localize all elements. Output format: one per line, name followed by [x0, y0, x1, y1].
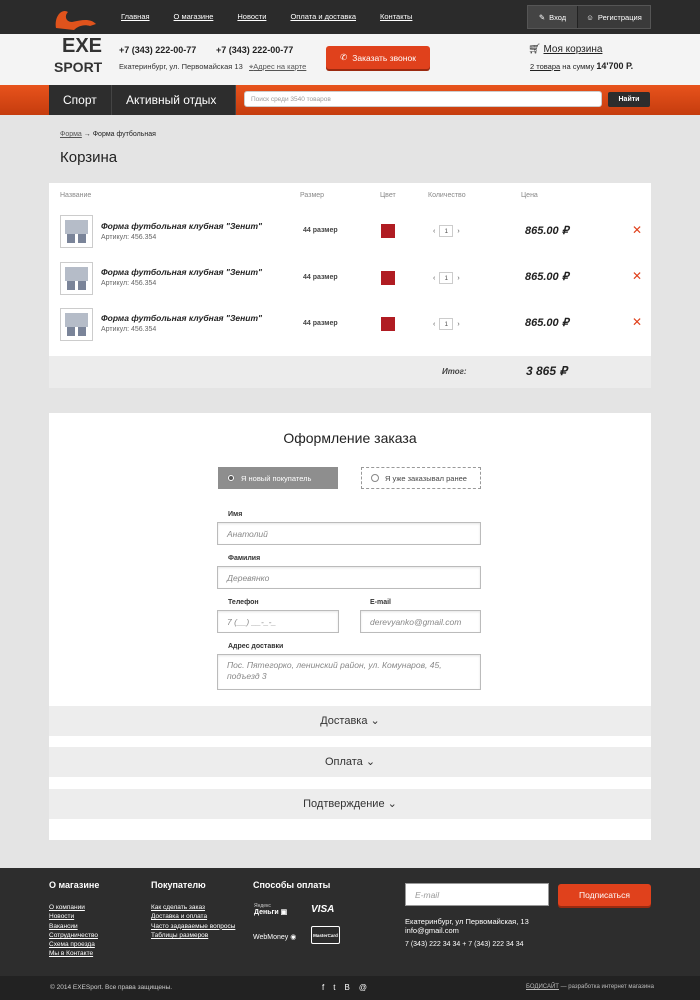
login-label: Вход: [549, 12, 567, 22]
webmoney-label: WebMoney: [253, 934, 289, 941]
footer-payment-title: Способы оплаты: [253, 880, 331, 890]
footer-email[interactable]: info@gmail.com: [405, 926, 459, 935]
nav-home[interactable]: Главная: [121, 12, 150, 21]
product-name[interactable]: Форма футбольная клубная "Зенит": [101, 267, 263, 277]
payment-label: Оплата: [324, 756, 363, 768]
user-icon: ☺: [586, 12, 594, 22]
cart-icon: 🛒︎: [528, 44, 541, 55]
product-size: 44 размер: [303, 227, 338, 234]
radio-selected-icon: [227, 474, 235, 482]
product-color-swatch: [381, 271, 395, 285]
search-button[interactable]: Найти: [608, 92, 650, 107]
chevron-down-icon: ⌄: [387, 798, 397, 810]
cart-sum-prefix: на сумму: [562, 62, 595, 71]
qty-decrease[interactable]: ‹: [433, 320, 436, 328]
footer-about-links: [49, 903, 98, 959]
breadcrumb-current: Форма футбольная: [92, 131, 156, 138]
qty-decrease[interactable]: ‹: [433, 227, 436, 235]
total-value: 3 865 ₽: [526, 364, 567, 378]
footer-link[interactable]: Сотрудничество: [49, 931, 98, 939]
email-input[interactable]: derevyanko@gmail.com: [360, 610, 481, 633]
map-pin-icon: ⌖: [249, 62, 254, 71]
footer-buyers-title: Покупателю: [151, 880, 206, 890]
copyright: © 2014 EXESport. Все права защищены.: [50, 984, 173, 991]
phone-label: Телефон: [228, 599, 259, 606]
surname-label: Фамилия: [228, 555, 261, 562]
facebook-icon[interactable]: f: [322, 983, 325, 992]
product-price: 865.00 ₽: [525, 271, 569, 283]
product-thumbnail[interactable]: [60, 262, 93, 295]
radio-icon: [371, 474, 379, 482]
footer-buyers-links: [151, 903, 235, 940]
product-price: 865.00 ₽: [525, 317, 569, 329]
remove-icon[interactable]: ✕: [632, 315, 643, 329]
cart-sum: 14'700 Р.: [596, 61, 634, 71]
login-button[interactable]: [528, 6, 578, 28]
payment-section[interactable]: [49, 747, 651, 777]
cart-count[interactable]: 2 товара: [530, 62, 561, 71]
category-active-rest[interactable]: Активный отдых: [112, 85, 236, 115]
callback-label: Заказать звонок: [352, 52, 416, 63]
nav-news[interactable]: Новости: [237, 12, 267, 21]
col-header-name: Название: [60, 192, 92, 199]
product-color-swatch: [381, 224, 395, 238]
qty-increase[interactable]: ›: [457, 227, 460, 235]
address-textarea[interactable]: Пос. Пятегорко, ленинский район, ул. Комунаров, 45, подъезд 3: [217, 654, 481, 690]
remove-icon[interactable]: ✕: [632, 223, 643, 237]
category-sport[interactable]: Спорт: [49, 85, 112, 115]
email-icon[interactable]: @: [358, 983, 367, 992]
address-label: Адрес доставки: [228, 643, 284, 650]
name-label: Имя: [228, 511, 243, 518]
cart-row: [49, 300, 651, 346]
remove-icon[interactable]: ✕: [632, 269, 643, 283]
footer-link[interactable]: Схема проезда: [49, 941, 95, 949]
breadcrumb-link[interactable]: Форма: [60, 131, 82, 138]
phone-icon: ✆: [340, 52, 348, 62]
footer-link[interactable]: Как сделать заказ: [151, 904, 206, 911]
confirmation-label: Подтверждение: [303, 798, 385, 810]
phone-1: +7 (343) 222-00-77: [119, 45, 197, 55]
footer-link[interactable]: Часто задаваемые вопросы: [151, 922, 236, 930]
subscribe-button[interactable]: Подписаться: [558, 884, 651, 906]
mini-cart[interactable]: [528, 44, 602, 55]
new-customer-label: Я новый покупатель: [241, 473, 312, 483]
quantity-stepper: [433, 318, 460, 330]
developer-credit-text: — разработка интернет магазина: [560, 984, 654, 990]
auth-box: [527, 5, 651, 29]
footer-link[interactable]: Вакансии: [49, 922, 78, 930]
product-article: Артикул: 456.354: [101, 234, 157, 241]
product-size: 44 размер: [303, 320, 338, 327]
phone-input[interactable]: 7 (__) __-_-_: [217, 610, 339, 633]
cart-row: [49, 207, 651, 253]
visa-icon: VISA: [311, 904, 335, 915]
col-header-price: Цена: [521, 192, 538, 199]
cart-summary: [530, 61, 633, 71]
footer-link[interactable]: Новости: [49, 913, 75, 921]
register-button[interactable]: [578, 6, 650, 28]
qty-input[interactable]: 1: [439, 225, 453, 237]
yandex-money-top: Яндекс: [254, 903, 271, 909]
product-name[interactable]: Форма футбольная клубная "Зенит": [101, 313, 263, 323]
product-thumbnail[interactable]: [60, 308, 93, 341]
email-label: E-mail: [370, 599, 392, 606]
returning-customer-radio[interactable]: [361, 467, 481, 489]
yandex-money-label: Деньги: [254, 909, 279, 916]
returning-customer-label: Я уже заказывал ранее: [385, 473, 467, 483]
footer-about-title: О магазине: [49, 880, 100, 890]
search-input[interactable]: Поиск среди 3540 товаров: [244, 91, 602, 107]
product-name[interactable]: Форма футбольная клубная "Зенит": [101, 221, 263, 231]
nav-payment-delivery[interactable]: Оплата и доставка: [290, 12, 357, 21]
developer-credit: [526, 984, 654, 990]
yandex-money-icon: Деньги ▣: [254, 909, 288, 916]
breadcrumb: [60, 131, 156, 138]
quantity-stepper: [433, 225, 460, 237]
col-header-color: Цвет: [380, 192, 396, 199]
delivery-label: Доставка: [320, 715, 368, 727]
product-size: 44 размер: [303, 274, 338, 281]
developer-link[interactable]: БОДИСАЙТ: [526, 984, 559, 990]
callback-button[interactable]: [326, 46, 430, 69]
page-title: Корзина: [60, 149, 118, 166]
confirmation-section[interactable]: [49, 789, 651, 819]
mastercard-icon: MasterCard: [311, 926, 340, 944]
footer-link[interactable]: Таблицы размеров: [151, 931, 209, 939]
nav-about[interactable]: О магазине: [173, 12, 214, 21]
vkontakte-icon[interactable]: В: [344, 983, 350, 992]
qty-input[interactable]: 1: [439, 272, 453, 284]
breadcrumb-sep: →: [83, 131, 91, 138]
cart-title: Моя корзина: [543, 44, 603, 55]
qty-input[interactable]: 1: [439, 318, 453, 330]
cart-row: [49, 254, 651, 300]
key-icon: ✎: [538, 12, 546, 22]
webmoney-icon: WebMoney ◉: [253, 934, 297, 941]
footer-phones: 7 (343) 222 34 34 + 7 (343) 222 34 34: [405, 941, 524, 948]
register-label: Регистрация: [597, 12, 642, 22]
store-address: Екатеринбург, ул. Первомайская 13: [119, 62, 243, 71]
chevron-down-icon: ⌄: [370, 715, 380, 727]
footer-link[interactable]: О компании: [49, 904, 85, 911]
footer-link[interactable]: Мы в Контакте: [49, 950, 94, 958]
delivery-section[interactable]: [49, 706, 651, 736]
product-color-swatch: [381, 317, 395, 331]
product-article: Артикул: 456.354: [101, 280, 157, 287]
new-customer-radio[interactable]: [218, 467, 338, 489]
logo-text-2: SPORT: [54, 59, 102, 75]
chevron-down-icon: ⌄: [365, 756, 376, 768]
map-link[interactable]: [249, 62, 306, 72]
col-header-size: Размер: [300, 192, 325, 199]
order-title: Оформление заказа: [283, 430, 417, 446]
qty-increase[interactable]: ›: [457, 274, 460, 282]
qty-decrease[interactable]: ‹: [433, 274, 436, 282]
twitter-icon[interactable]: t: [333, 983, 336, 992]
product-price: 865.00 ₽: [525, 225, 569, 237]
product-article: Артикул: 456.354: [101, 326, 157, 333]
product-thumbnail[interactable]: [60, 215, 93, 248]
col-header-qty: Количество: [428, 192, 466, 199]
phone-2: +7 (343) 222-00-77: [216, 45, 294, 55]
category-nav: [49, 85, 236, 115]
top-nav: [121, 12, 436, 21]
social-links: [322, 983, 367, 992]
quantity-stepper: [433, 272, 460, 284]
qty-increase[interactable]: ›: [457, 320, 460, 328]
footer-address: Екатеринбург, ул Первомайская, 13: [405, 917, 529, 926]
map-link-label: Адрес на карте: [253, 62, 307, 71]
logo[interactable]: [52, 8, 102, 76]
total-label: Итог:: [442, 367, 467, 376]
subscribe-email-input[interactable]: E-mail: [405, 883, 549, 906]
logo-text-1: EXE: [62, 35, 102, 57]
name-input[interactable]: Анатолий: [217, 522, 481, 545]
surname-input[interactable]: Деревянко: [217, 566, 481, 589]
footer-link[interactable]: Доставка и оплата: [151, 913, 208, 921]
nav-contacts[interactable]: Контакты: [380, 12, 413, 21]
